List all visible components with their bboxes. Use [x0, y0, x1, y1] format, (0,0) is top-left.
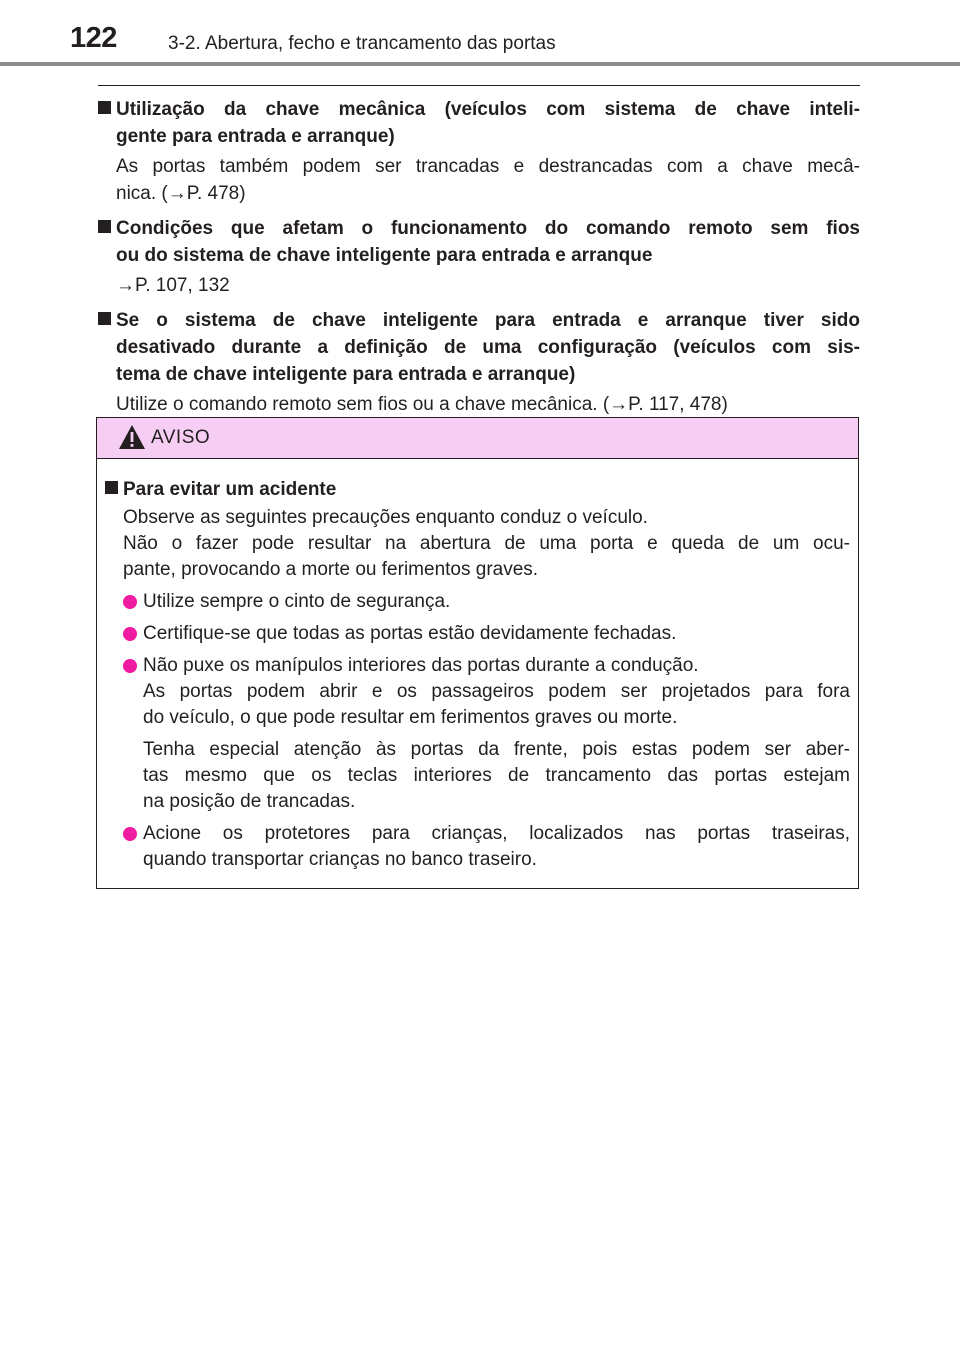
item-body-line: Utilize o comando remoto sem fios ou a chave mecânica. (→P. 117, 478): [116, 394, 728, 415]
item-body: [116, 272, 860, 299]
item-title: [116, 307, 860, 388]
warning-body: [97, 459, 858, 873]
bullet-line: Utilize sempre o cinto de segurança.: [143, 591, 451, 612]
bullet-dot-icon: [123, 659, 137, 673]
item-title-line: gente para entrada e arranque): [116, 126, 395, 147]
bullet-line: As portas podem abrir e os passageiros podem ser projetados para fora: [143, 681, 850, 702]
bullet-line: na posição de trancadas.: [143, 791, 356, 812]
warning-label: AVISO: [151, 427, 211, 448]
item-body: [116, 391, 860, 418]
item-body-line: As portas também podem ser trancadas e destrancadas com a chave mecâ-: [116, 156, 860, 177]
content-top-rule: [98, 85, 860, 86]
warning-bullet: [105, 821, 850, 873]
warning-bullet: [105, 653, 850, 815]
item-title-line: ou do sistema de chave inteligente para entrada e arranque: [116, 245, 653, 266]
page-header: [0, 0, 960, 66]
bullet-line: Tenha especial atenção às portas da frente, pois estas podem ser aber-: [143, 739, 850, 760]
bullet-dot-icon: [123, 827, 137, 841]
item-body-line: nica. (→P. 478): [116, 183, 246, 204]
warning-bullet: [105, 621, 850, 647]
warning-title-text: Para evitar um acidente: [123, 479, 337, 500]
square-bullet-icon: [98, 101, 111, 114]
warning-bullet: [105, 589, 850, 615]
warning-intro-line: pante, provocando a morte ou ferimentos graves.: [123, 559, 539, 580]
warning-intro-line: Observe as seguintes precauções enquanto conduz o veículo.: [123, 507, 648, 528]
header-rule: [0, 62, 960, 66]
item-title-line: Condições que afetam o funcionamento do comando remoto sem fios: [116, 218, 860, 239]
warning-triangle-icon: [118, 424, 146, 450]
square-bullet-icon: [98, 220, 111, 233]
warning-box: [96, 417, 859, 889]
item-title-line: tema de chave inteligente para entrada e arranque): [116, 364, 576, 385]
square-bullet-icon: [98, 312, 111, 325]
item-body: [116, 153, 860, 207]
info-item: [98, 215, 860, 299]
item-title-line: Utilização da chave mecânica (veículos com sistema de chave inteli-: [116, 99, 860, 120]
bullet-dot-icon: [123, 627, 137, 641]
item-body-line: →P. 107, 132: [116, 275, 230, 296]
bullet-line: quando transportar crianças no banco traseiro.: [143, 849, 537, 870]
item-title-line: desativado durante a definição de uma configuração (veículos com sis-: [116, 337, 860, 358]
warning-bullets: [105, 589, 850, 873]
bullet-line: Certifique-se que todas as portas estão devidamente fechadas.: [143, 623, 677, 644]
warning-title: [105, 477, 850, 503]
bullet-dot-icon: [123, 595, 137, 609]
bullet-line: tas mesmo que os teclas interiores de trancamento das portas estejam: [143, 765, 850, 786]
bullet-line: Acione os protetores para crianças, localizados nas portas traseiras,: [143, 823, 850, 844]
bullet-line: Não puxe os manípulos interiores das portas durante a condução.: [143, 655, 699, 676]
section-title: 3-2. Abertura, fecho e trancamento das portas: [168, 33, 556, 54]
item-title: [116, 96, 860, 150]
bullet-line: do veículo, o que pode resultar em ferimentos graves ou morte.: [143, 707, 678, 728]
warning-intro-line: Não o fazer pode resultar na abertura de uma porta e queda de um ocu-: [123, 533, 850, 554]
square-bullet-icon: [105, 481, 118, 494]
page-number: 122: [70, 22, 117, 54]
info-item: [98, 307, 860, 418]
warning-header: [97, 418, 858, 459]
item-title-line: Se o sistema de chave inteligente para entrada e arranque tiver sido: [116, 310, 860, 331]
warning-intro: [105, 505, 850, 583]
info-item: [98, 96, 860, 207]
main-content: [98, 96, 860, 426]
item-title: [116, 215, 860, 269]
